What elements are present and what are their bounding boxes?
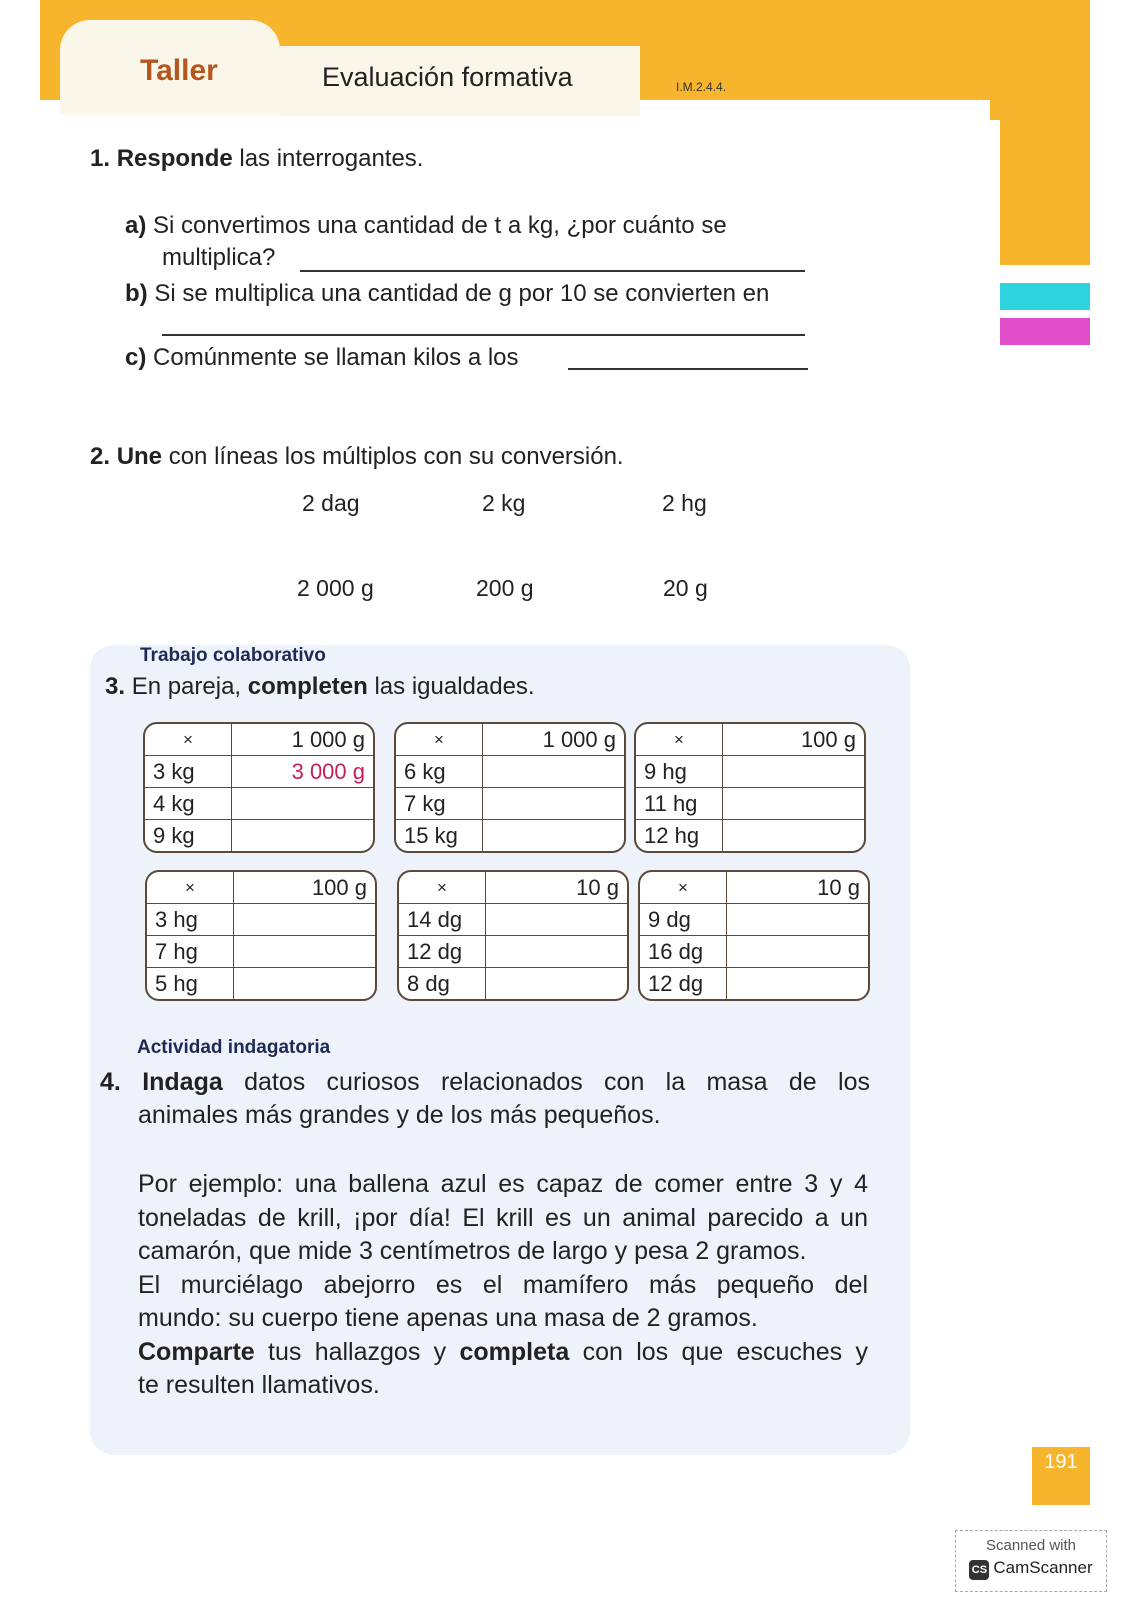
quantity-cell: 3 kg [145, 756, 232, 788]
q3-number: 3. [105, 673, 126, 700]
conversion-table [145, 870, 377, 1001]
q4-number: 4. [100, 1068, 121, 1096]
camscanner-watermark [955, 1530, 1107, 1592]
tab-evaluacion [280, 46, 640, 116]
tab-taller-label: Taller [140, 54, 218, 87]
q2-bottom-item[interactable]: 200 g [476, 575, 534, 601]
quantity-cell: 5 hg [147, 968, 234, 999]
result-cell[interactable] [486, 968, 627, 999]
q4-p6-bold1: Comparte [138, 1337, 255, 1366]
op-cell: × [640, 872, 727, 904]
result-cell[interactable]: 3 000 g [232, 756, 373, 788]
q3-heading [105, 673, 535, 701]
quantity-cell: 3 hg [147, 904, 234, 936]
q1-c-letter: c) [125, 344, 147, 371]
q1-c-text: Comúnmente se llaman kilos a los [153, 344, 519, 371]
q4-verb: Indaga [142, 1068, 223, 1096]
quantity-cell: 12 dg [399, 936, 486, 968]
q1-a-letter: a) [125, 212, 147, 239]
quantity-cell: 14 dg [399, 904, 486, 936]
q1-c [125, 344, 519, 372]
q4-p7: te resulten llamativos. [138, 1371, 380, 1399]
q4-p2: toneladas de krill, ¡por día! El krill es un animal parecido a un [138, 1203, 868, 1232]
scanner-line2: CamScanner [993, 1558, 1093, 1577]
result-cell[interactable] [727, 936, 868, 968]
result-cell[interactable] [232, 820, 373, 851]
q1-b-answer-line[interactable] [162, 334, 805, 336]
factor-cell: 10 g [727, 872, 868, 904]
quantity-cell: 4 kg [145, 788, 232, 820]
q2-verb: Une [116, 443, 163, 470]
q4-p5: mundo: su cuerpo tiene apenas una masa de 2 gramos. [138, 1304, 758, 1332]
result-cell[interactable] [723, 756, 864, 788]
q3-section-title: Trabajo colaborativo [140, 645, 326, 666]
q2-heading [90, 443, 624, 471]
factor-cell: 100 g [723, 724, 864, 756]
result-cell[interactable] [234, 904, 375, 936]
quantity-cell: 8 dg [399, 968, 486, 999]
quantity-cell: 7 hg [147, 936, 234, 968]
q1-b [125, 280, 769, 308]
side-band [990, 0, 1090, 265]
quantity-cell: 9 kg [145, 820, 232, 851]
q2-top-item[interactable]: 2 hg [662, 490, 707, 516]
page-number: 191 [1032, 1447, 1090, 1505]
result-cell[interactable] [486, 904, 627, 936]
factor-cell: 100 g [234, 872, 375, 904]
quantity-cell: 6 kg [396, 756, 483, 788]
result-cell[interactable] [723, 820, 864, 851]
quantity-cell: 9 hg [636, 756, 723, 788]
conversion-table [397, 870, 629, 1001]
tab-eval-label: Evaluación formativa [322, 62, 573, 92]
result-cell[interactable] [234, 936, 375, 968]
q4-p6-text2: con los que escuches y [569, 1337, 868, 1366]
q1-a-answer-line[interactable] [300, 270, 805, 272]
conversion-table [638, 870, 870, 1001]
op-cell: × [396, 724, 483, 756]
q1-a [125, 212, 860, 240]
scanner-brand [956, 1558, 1106, 1580]
q4-p6-text1: tus hallazgos y [254, 1337, 460, 1366]
q4-p4: El murciélago abejorro es el mamífero más pequeño del [138, 1270, 868, 1299]
q2-number: 2. [90, 443, 111, 470]
q1-heading [90, 145, 423, 173]
q3-rest: las igualdades. [367, 673, 535, 700]
q2-top-item[interactable]: 2 kg [482, 490, 526, 516]
quantity-cell: 12 dg [640, 968, 727, 999]
result-cell[interactable] [727, 904, 868, 936]
op-cell: × [399, 872, 486, 904]
q2-bottom-item[interactable]: 20 g [663, 575, 708, 601]
q1-number: 1. [90, 145, 111, 172]
conversion-table [143, 722, 375, 853]
op-cell: × [145, 724, 232, 756]
q2-bottom-item[interactable]: 2 000 g [297, 575, 374, 601]
q3-verb: completen [247, 673, 368, 700]
q4-p6 [138, 1336, 868, 1370]
q3-pre: En pareja, [131, 673, 248, 700]
result-cell[interactable] [234, 968, 375, 999]
op-cell: × [636, 724, 723, 756]
q1-c-answer-line[interactable] [568, 368, 808, 370]
q4-section-title: Actividad indagatoria [137, 1037, 331, 1058]
scanner-line1: Scanned with [985, 1537, 1077, 1554]
camscanner-logo-icon: CS [969, 1560, 989, 1580]
op-cell: × [147, 872, 234, 904]
q4-line1: datos curiosos relacionados con la masa de los [222, 1068, 870, 1096]
quantity-cell: 16 dg [640, 936, 727, 968]
q4-heading [100, 1068, 870, 1097]
result-cell[interactable] [483, 820, 624, 851]
q4-p3: camarón, que mide 3 centímetros de largo y pesa 2 gramos. [138, 1237, 807, 1265]
q1-b-text: Si se multiplica una cantidad de g por 10 se convierten en [154, 280, 770, 307]
result-cell[interactable] [232, 788, 373, 820]
conversion-table [394, 722, 626, 853]
q1-a-cont: multiplica? [162, 244, 276, 271]
quantity-cell: 9 dg [640, 904, 727, 936]
quantity-cell: 11 hg [636, 788, 723, 820]
conversion-table [634, 722, 866, 853]
result-cell[interactable] [727, 968, 868, 999]
pink-marker [1000, 318, 1090, 345]
result-cell[interactable] [723, 788, 864, 820]
quantity-cell: 7 kg [396, 788, 483, 820]
result-cell[interactable] [483, 756, 624, 788]
q4-paragraph [138, 1168, 868, 1403]
q4-line2: animales más grandes y de los más pequeños. [138, 1101, 661, 1129]
factor-cell: 1 000 g [483, 724, 624, 756]
q2-top-item[interactable]: 2 dag [302, 490, 360, 516]
q1-rest: las interrogantes. [232, 145, 424, 172]
quantity-cell: 15 kg [396, 820, 483, 851]
q1-a-text: Si convertimos una cantidad de t a kg, ¿por cuánto se [153, 212, 727, 239]
q1-verb: Responde [116, 145, 233, 172]
curriculum-code: I.M.2.4.4. [676, 80, 727, 94]
tab-taller [60, 20, 280, 115]
quantity-cell: 12 hg [636, 820, 723, 851]
q1-b-letter: b) [125, 280, 148, 307]
cyan-marker [1000, 283, 1090, 310]
q4-p6-bold2: completa [459, 1337, 570, 1366]
factor-cell: 1 000 g [232, 724, 373, 756]
factor-cell: 10 g [486, 872, 627, 904]
result-cell[interactable] [486, 936, 627, 968]
result-cell[interactable] [483, 788, 624, 820]
q2-rest: con líneas los múltiplos con su conversión. [162, 443, 624, 470]
q4-p1: Por ejemplo: una ballena azul es capaz de comer entre 3 y 4 [138, 1170, 868, 1198]
